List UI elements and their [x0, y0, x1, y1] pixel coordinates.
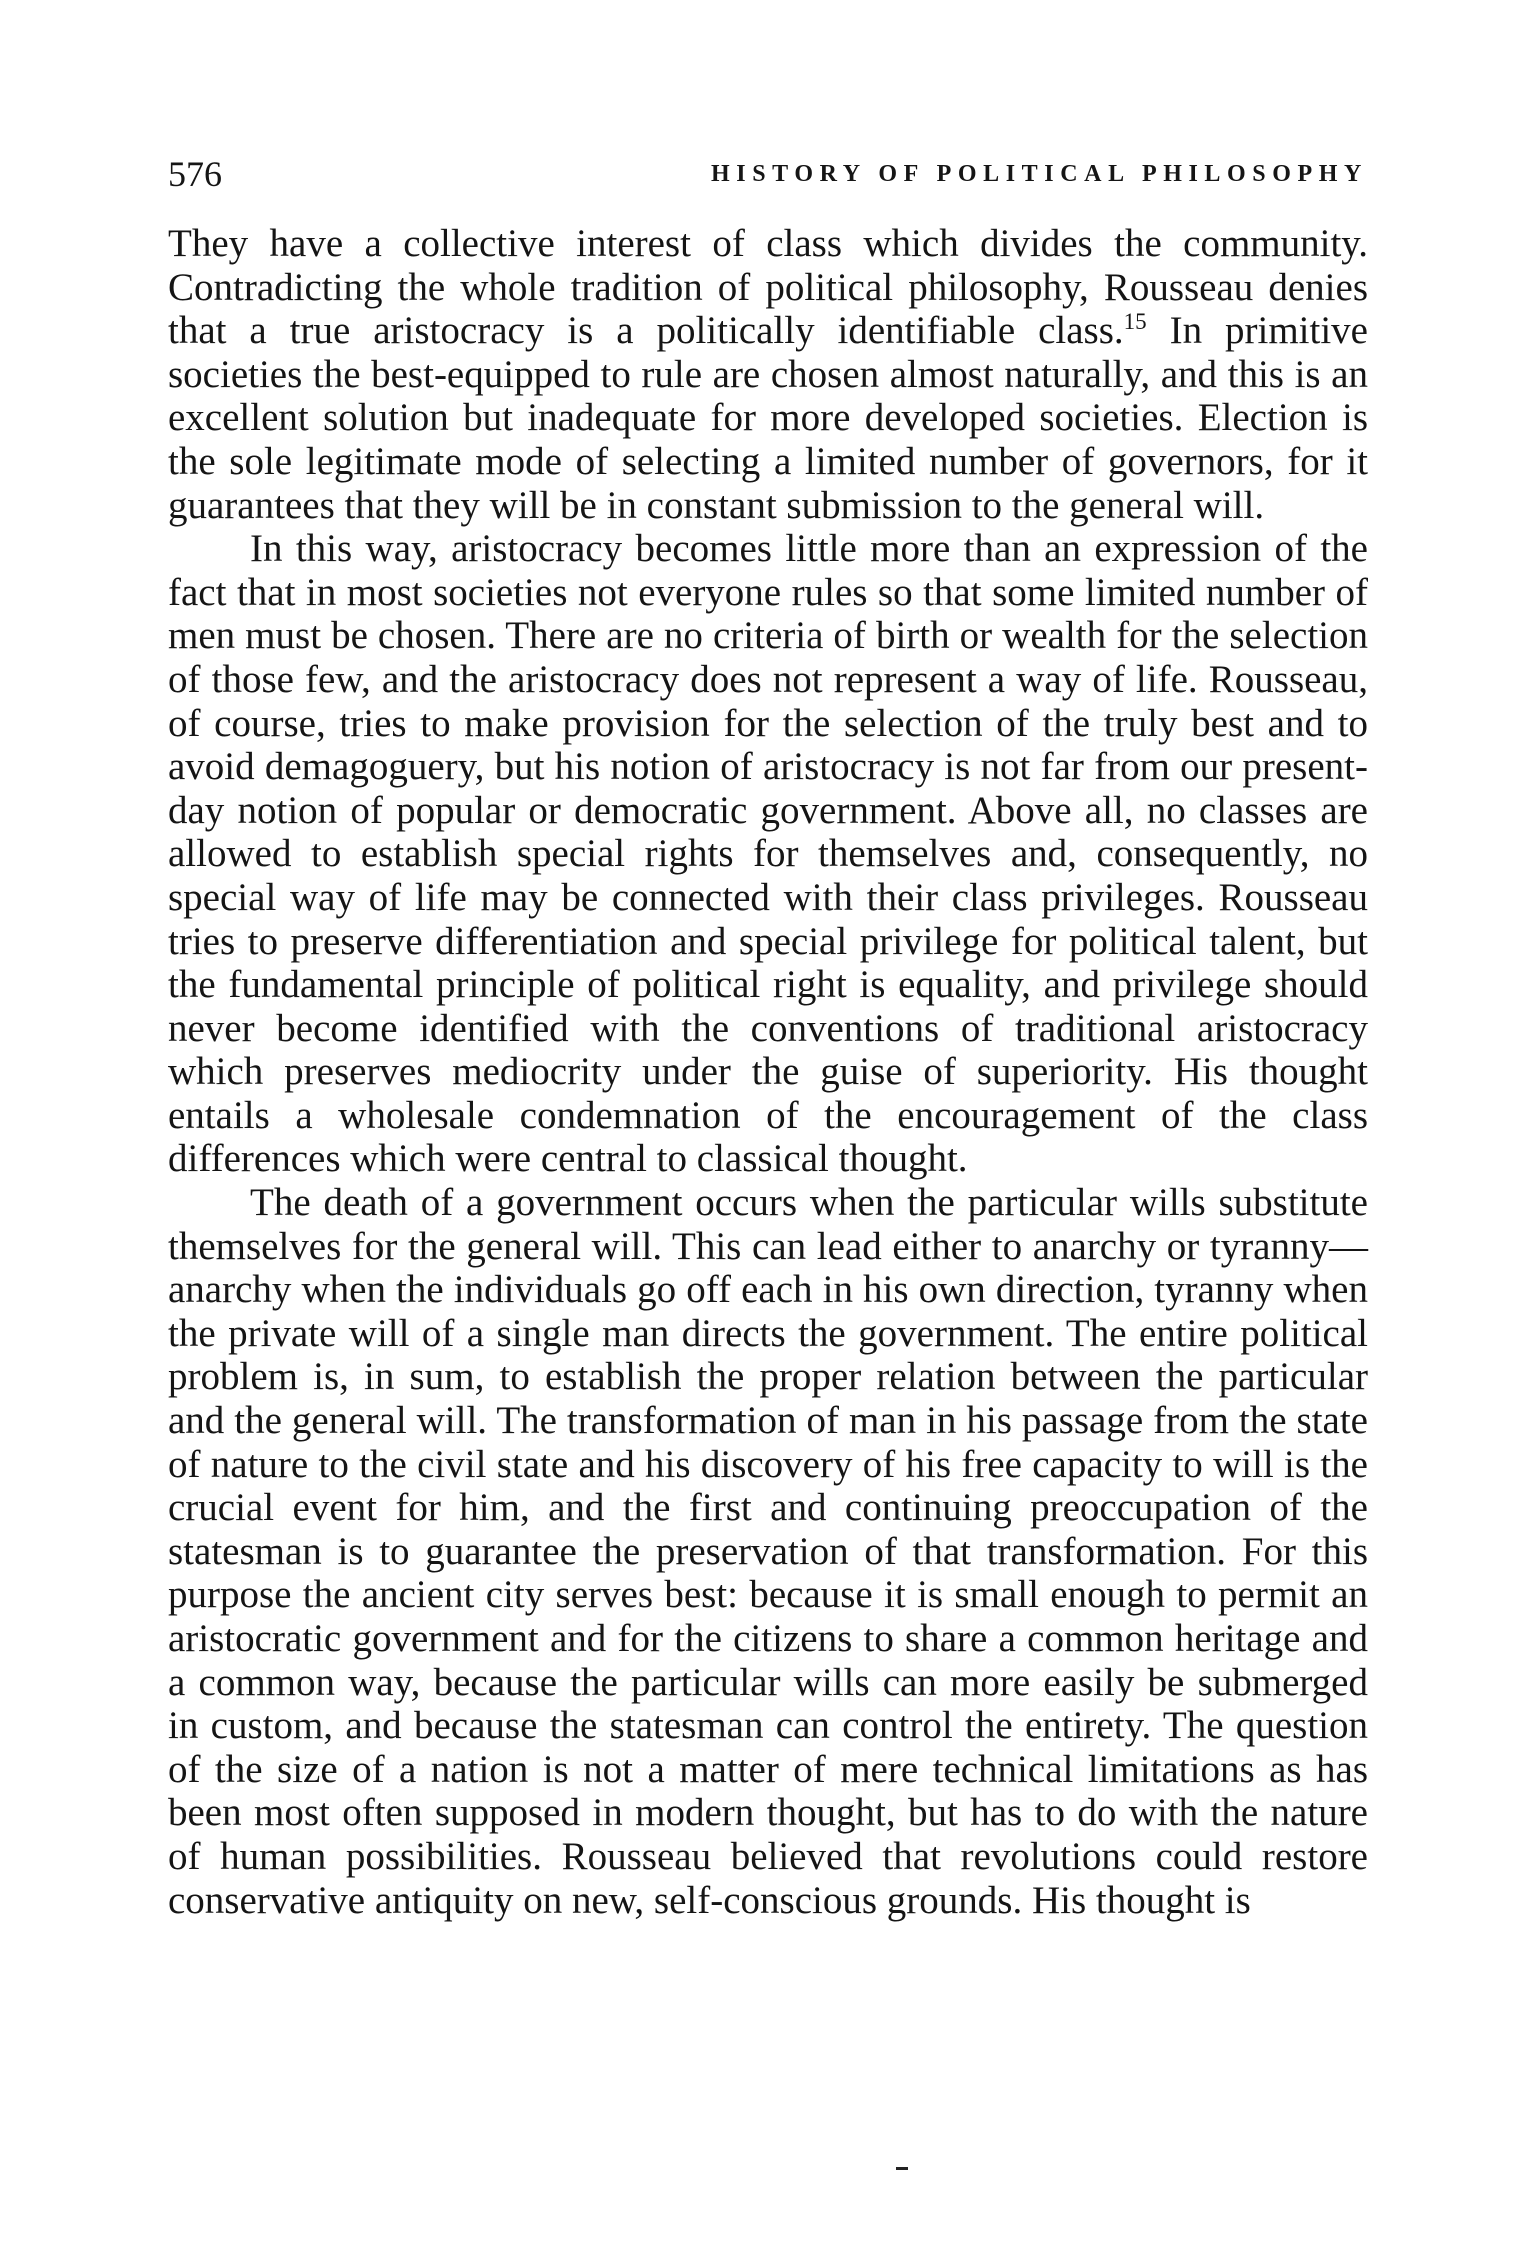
paragraph-1-text-before-note: They have a collective interest of class which divides the community. Contradicting the whole tradition of political philosophy, Rousseau denies that a true aristocracy is a politically identifiable class.	[168, 222, 1368, 353]
running-head	[168, 152, 1368, 196]
page-bottom-mark	[896, 2167, 908, 2170]
page-number: 576	[168, 154, 222, 194]
paragraph-3: The death of a government occurs when the particular wills substitute themselves for the general will. This can lead either to anarchy or tyranny—anarchy when the individuals go off each in his own direction, tyranny when the private will of a single man directs the government. The entire political problem is, in sum, to establish the proper relation between the particular and the general will. The transformation of man in his passage from the state of nature to the civil state and his discovery of his free capacity to will is the crucial event for him, and the first and continuing preoccupation of the statesman is to guarantee the preservation of that transformation. For this purpose the ancient city serves best: because it is small enough to permit an aristocratic government and for the citizens to share a common heritage and a common way, because the particular wills can more easily be submerged in custom, and because the statesman can control the entirety. The question of the size of a nation is not a matter of mere technical limitations as has been most often supposed in modern thought, but has to do with the nature of human possibilities. Rousseau believed that revolutions could restore conservative antiquity on new, self-conscious grounds. His thought is	[168, 1181, 1368, 1922]
running-title: HISTORY OF POLITICAL PHILOSOPHY	[711, 161, 1368, 187]
footnote-reference-15: 15	[1123, 309, 1147, 335]
paragraph-1-text-after-note: In primitive societies the best-equipped to rule are chosen almost naturally, and this is an excellent solution but inadequate for more developed societies. Election is the sole legitimate mode of selecting a limited number of governors, for it guarantees that they will be in constant submission to the general will.	[168, 309, 1368, 527]
body-text	[168, 222, 1368, 1922]
paragraph-1	[168, 222, 1368, 527]
paragraph-2: In this way, aristocracy becomes little more than an expression of the fact that in most societies not everyone rules so that some limited number of men must be chosen. There are no criteria of birth or wealth for the selection of those few, and the aristocracy does not represent a way of life. Rousseau, of course, tries to make provision for the selection of the truly best and to avoid demagoguery, but his notion of aristocracy is not far from our present-day notion of popular or democratic government. Above all, no classes are allowed to establish special rights for themselves and, consequently, no special way of life may be connected with their class privileges. Rousseau tries to preserve differentiation and special privilege for political talent, but the fundamental principle of political right is equality, and privilege should never become identified with the conventions of traditional aristocracy which preserves mediocrity under the guise of superiority. His thought entails a wholesale condemnation of the encouragement of the class differences which were central to classical thought.	[168, 527, 1368, 1181]
